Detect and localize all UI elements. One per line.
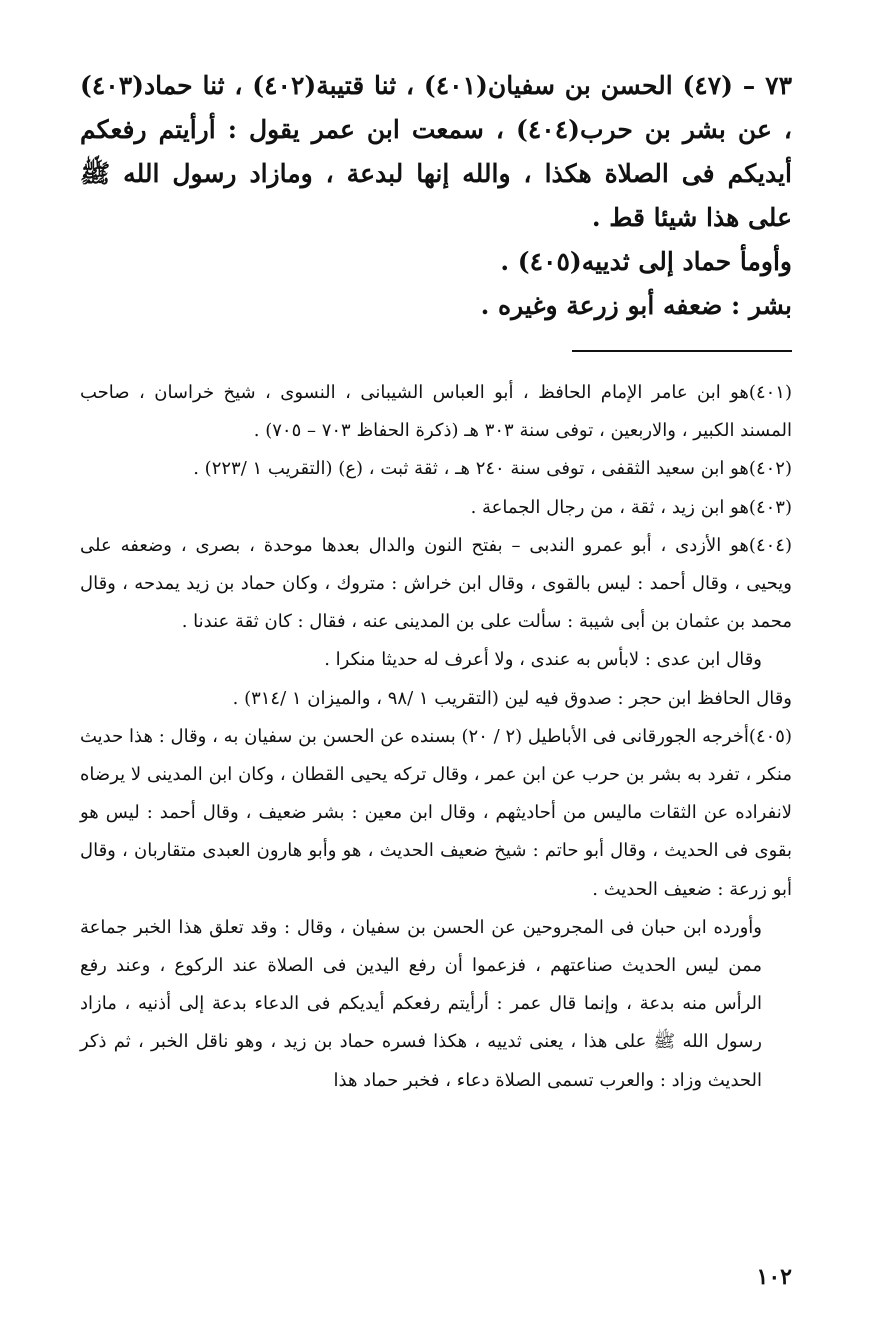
hadith-gesture-note: وأومأ حماد إلى ثدييه(٤٠٥) . [500,247,792,276]
page-number: ١٠٢ [756,1264,792,1290]
footnote-404-continuation-1: وقال ابن عدى : لابأس به عندى ، ولا أعرف له حديثا منكرا . [324,649,762,671]
main-text [80,64,792,328]
footnote-405-continuation: وأورده ابن حبان فى المجروحين عن الحسن بن سفيان ، وقال : وقد تعلق هذا الخبر جماعة ممن ليس الحديث صناعتهم ، فزعموا أن رفع اليدين فى الصلاة عند الركوع ، وعند رفع الرأس منه بدعة ، وإنما قال عمر : أرأيتم رفعكم أيديكم فى الدعاء بدعة إلى أذنيه ، مازاد رسول الله ﷺ على هذا ، يعنى ثدييه ، هكذا فسره حماد بن زيد ، وهو ناقل الخبر ، ثم ذكر الحديث وزاد : والعرب تسمى الصلاة دعاء ، فخبر حماد هذا [80,916,762,1091]
footnote-401: (٤٠١)هو ابن عامر الإمام الحافظ ، أبو العباس الشيبانى ، النسوى ، شيخ خراسان ، صاحب المسند الكبير ، والاربعين ، توفى سنة ٣٠٣ هـ (ذكرة الحفاظ ٧٠٣ – ٧٠٥) . [80,382,792,442]
footnote-403: (٤٠٣)هو ابن زيد ، ثقة ، من رجال الجماعة . [470,496,792,518]
footnote-402: (٤٠٢)هو ابن سعيد الثقفى ، توفى سنة ٢٤٠ هـ ، ثقة ثبت ، (ع) (التقريب ١ /٢٢٣) . [193,458,792,480]
footnote-405: (٤٠٥)أخرجه الجورقانى فى الأباطيل (٢ / ٢٠) بسنده عن الحسن بن سفيان به ، وقال : هذا حديث منكر ، تفرد به بشر بن حرب عن ابن عمر ، وقال تركه يحيى القطان ، وكان ابن المدينى لا يرضاه لانفراده عن الثقات ماليس من أحاديثهم ، وقال ابن معين : بشر ضعيف ، وقال أحمد : ليس هو بقوى فى الحديث ، وقال أبو حاتم : شيخ ضعيف الحديث ، هو وأبو هارون العبدى متقاربان ، وقال أبو زرعة : ضعيف الحديث . [80,725,792,900]
footnotes [80,374,792,1100]
narrator-grading: بشر : ضعفه أبو زرعة وغيره . [480,291,792,320]
hadith-text: ٧٣ – (٤٧) الحسن بن سفيان(٤٠١) ، ثنا قتيبة(٤٠٢) ، ثنا حماد(٤٠٣) ، عن بشر بن حرب(٤٠٤) ، سمعت ابن عمر يقول : أرأيتم رفعكم أيديكم فى الصلاة هكذا ، والله إنها لبدعة ، ومازاد رسول الله ﷺ على هذا شيئا قط . [80,71,792,232]
footnote-404-continuation-2: وقال الحافظ ابن حجر : صدوق فيه لين (التقريب ١ /٩٨ ، والميزان ١ /٣١٤) . [232,687,792,709]
footnote-divider [572,350,792,352]
footnote-404: (٤٠٤)هو الأزدى ، أبو عمرو الندبى – بفتح النون والدال بعدها موحدة ، بصرى ، وضعفه على ويحيى ، وقال أحمد : ليس بالقوى ، وقال ابن خراش : متروك ، وكان حماد بن زيد يمدحه ، وقال محمد بن عثمان بن أبى شيبة : سألت على بن المدينى عنه ، فقال : كان ثقة عندنا . [80,534,792,633]
